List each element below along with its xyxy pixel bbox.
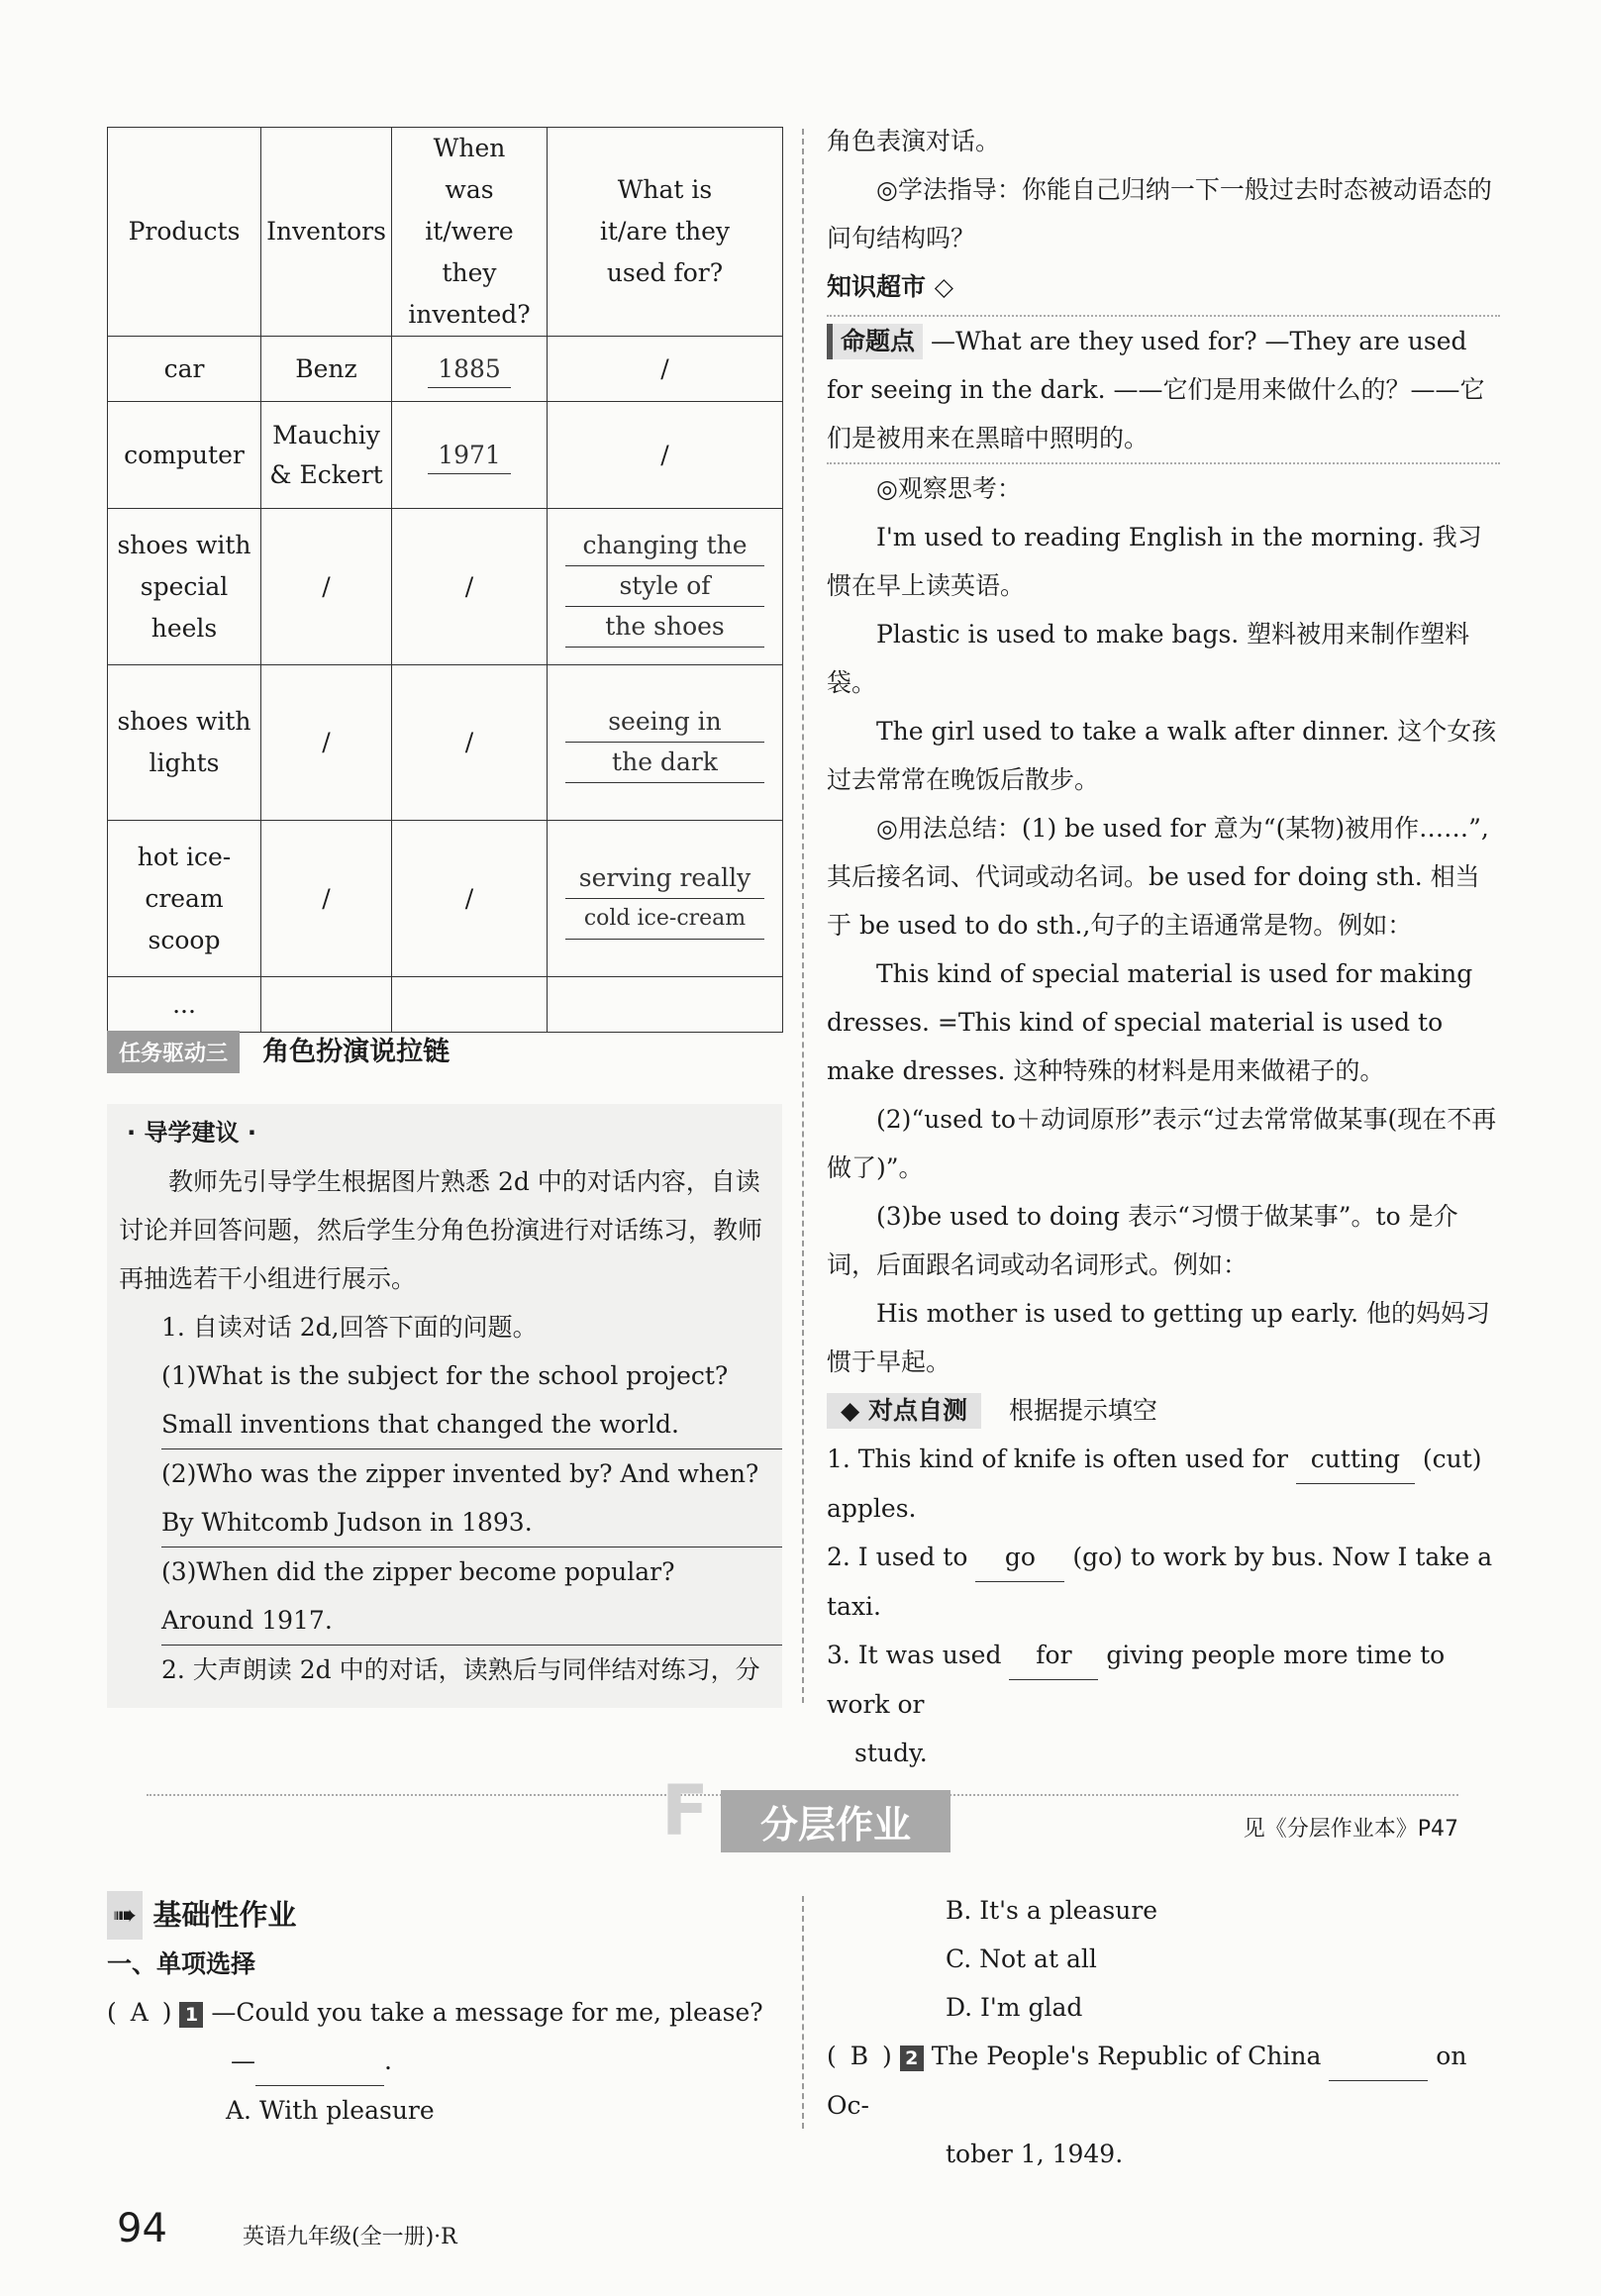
table-row bbox=[108, 402, 783, 509]
knowledge-title-text: 知识超市 bbox=[827, 272, 927, 301]
test-item-1 bbox=[827, 1435, 1500, 1533]
diamond-icon: ◆ bbox=[841, 1396, 868, 1425]
mcq-text: The People's Republic of China bbox=[931, 2042, 1322, 2070]
layered-title: 分层作业 bbox=[721, 1790, 951, 1852]
question-number: 2 bbox=[900, 2046, 924, 2071]
test-item-2 bbox=[827, 1533, 1500, 1631]
question-number: 1 bbox=[179, 2002, 203, 2028]
question-2: 2. 大声朗读 2d 中的对话，读熟后与同伴结对练习，分 bbox=[161, 1655, 760, 1684]
guide-content bbox=[107, 1109, 782, 1694]
example-3: The girl used to take a walk after dinner. 这个女孩过去常常在晚饭后散步。 bbox=[827, 717, 1497, 794]
usage-2: (2)“used to＋动词原形”表示“过去常常做某事(现在不再做了)”。 bbox=[827, 1105, 1497, 1182]
table-row bbox=[108, 977, 783, 1033]
test-answer: cutting bbox=[1296, 1435, 1415, 1484]
answer: Around 1917. bbox=[161, 1596, 782, 1646]
example-1: I'm used to reading English in the morning. 我习惯在早上读英语。 bbox=[827, 523, 1482, 600]
cell-when: / bbox=[392, 821, 548, 977]
basic-title bbox=[107, 1891, 800, 1940]
table-row bbox=[108, 821, 783, 977]
cell-when bbox=[392, 402, 548, 509]
question: (3)When did the zipper become popular? bbox=[161, 1557, 675, 1586]
mcq-text: —Could you take a message for me, please? bbox=[211, 1998, 763, 2027]
usage-1: ◎用法总结：(1) be used for 意为“(某物)被用作……”,其后接名词、代词或动名词。be used for doing sth. 相当于 be used to do sth.,句子的主语通常是物。例如： bbox=[827, 814, 1489, 940]
mcq-answer: B bbox=[850, 2042, 869, 2070]
guide-text: 教师先引导学生根据图片熟悉 2d 中的对话内容，自读讨论并回答问题，然后学生分角色扮演进行对话练习，教师再抽选若干小组进行展示。 bbox=[119, 1167, 763, 1293]
test-item-3-cont: study. bbox=[854, 1739, 928, 1767]
header-inventors: Inventors bbox=[261, 128, 392, 337]
cell-use bbox=[548, 821, 783, 977]
test-text: 2. I used to bbox=[827, 1543, 968, 1571]
mcq-option: B. It's a pleasure bbox=[946, 1896, 1158, 1925]
answer-line: the shoes bbox=[565, 607, 764, 648]
test-title: 根据提示填空 bbox=[1008, 1396, 1157, 1425]
qa-list bbox=[107, 1351, 782, 1646]
diamond-icon: ◇ bbox=[934, 272, 953, 301]
test-tag-text: 对点自测 bbox=[867, 1396, 967, 1425]
question: (2)Who was the zipper invented by? And when? bbox=[161, 1459, 759, 1488]
cell-when: / bbox=[392, 665, 548, 821]
inventions-table bbox=[107, 127, 783, 1033]
test-text: (cut) apples. bbox=[827, 1445, 1482, 1523]
cell-when bbox=[392, 977, 548, 1033]
cell-when: / bbox=[392, 509, 548, 665]
mcq-option: D. I'm glad bbox=[946, 1993, 1083, 2022]
mcq-option: C. Not at all bbox=[946, 1945, 1097, 1973]
usage-3: (3)be used to doing 表示“习惯于做某事”。to 是介词，后面跟名词或动名词形式。例如： bbox=[827, 1202, 1458, 1279]
method-guide: ◎学法指导：你能自己归纳一下一般过去时态被动语态的问句结构吗？ bbox=[827, 175, 1492, 252]
mcq-2 bbox=[827, 2032, 1500, 2130]
arrow-icon: ➠ bbox=[107, 1891, 143, 1940]
table-header-row bbox=[108, 128, 783, 337]
table-row bbox=[108, 665, 783, 821]
dash: — bbox=[231, 2046, 255, 2075]
answer-line: style of bbox=[565, 566, 764, 607]
answer-paren: ) bbox=[161, 1998, 172, 2027]
layered-ref: 见《分层作业本》P47 bbox=[1243, 1817, 1458, 1842]
point-tag: 命题点 bbox=[827, 324, 923, 359]
question: (1)What is the subject for the school project? bbox=[161, 1361, 729, 1390]
cell-use bbox=[548, 665, 783, 821]
cell-use bbox=[548, 509, 783, 665]
mcq-answer: A bbox=[130, 1998, 149, 2027]
cell-use: / bbox=[548, 402, 783, 509]
cell-inventor: / bbox=[261, 665, 392, 821]
book-title: 英语九年级(全一册)·R bbox=[243, 2225, 457, 2249]
cell-when bbox=[392, 337, 548, 402]
section-title: 一、单项选择 bbox=[107, 1949, 256, 1978]
cell-inventor bbox=[261, 977, 392, 1033]
table-row bbox=[108, 509, 783, 665]
test-tag bbox=[827, 1393, 981, 1429]
task3-banner bbox=[107, 1030, 450, 1073]
cell-product: shoes with special heels bbox=[108, 509, 261, 665]
question-1: 1. 自读对话 2d,回答下面的问题。 bbox=[161, 1313, 538, 1342]
basic-title-text: 基础性作业 bbox=[152, 1898, 297, 1932]
test-answer: go bbox=[975, 1533, 1064, 1582]
header-products: Products bbox=[108, 128, 261, 337]
column-divider bbox=[802, 1896, 804, 2129]
answer-line: the dark bbox=[565, 743, 764, 783]
answer-when: 1971 bbox=[428, 438, 511, 474]
example-2: Plastic is used to make bags. 塑料被用来制作塑料袋。 bbox=[827, 620, 1470, 697]
test-text: (go) to work by bus. Now I take a taxi. bbox=[827, 1543, 1493, 1621]
point-text: —What are they used for? —They are used for seeing in the dark. ——它们是用来做什么的？——它们是被用来在黑暗中照明的。 bbox=[827, 327, 1485, 452]
answer-line: changing the bbox=[565, 526, 764, 566]
task3-tag: 任务驱动三 bbox=[107, 1031, 240, 1073]
table-row bbox=[108, 337, 783, 402]
cell-product: shoes with lights bbox=[108, 665, 261, 821]
answer-paren: ( bbox=[107, 1998, 117, 2027]
test-item-3 bbox=[827, 1631, 1500, 1729]
cell-product: car bbox=[108, 337, 261, 402]
mcq-option: A. With pleasure bbox=[226, 2096, 435, 2125]
cell-inventor: Benz bbox=[261, 337, 392, 402]
mcq-right bbox=[827, 1886, 1500, 2178]
knowledge-title bbox=[827, 262, 1500, 311]
cell-use: / bbox=[548, 337, 783, 402]
header-when: When was it/were they invented? bbox=[392, 128, 548, 337]
cell-inventor: / bbox=[261, 821, 392, 977]
cell-product: computer bbox=[108, 402, 261, 509]
question-2-cont: 角色表演对话。 bbox=[827, 127, 1001, 155]
answer-when: 1885 bbox=[428, 351, 511, 388]
mcq-text: on Oc- bbox=[827, 2042, 1467, 2120]
cell-use bbox=[548, 977, 783, 1033]
self-test-header bbox=[827, 1386, 1500, 1435]
mcq-1-blank: — . bbox=[107, 2037, 800, 2086]
guide-title: · 导学建议 · bbox=[127, 1119, 256, 1147]
answer-line: cold ice-cream bbox=[565, 899, 764, 940]
test-answer: for bbox=[1009, 1631, 1098, 1680]
answer: Small inventions that changed the world. bbox=[161, 1400, 782, 1449]
mcq-2-cont: tober 1, 1949. bbox=[946, 2140, 1124, 2168]
test-text: 1. This kind of knife is often used for bbox=[827, 1445, 1288, 1473]
header-use: What is it/are they used for? bbox=[548, 128, 783, 337]
column-divider bbox=[802, 129, 804, 1703]
answer-line: seeing in bbox=[565, 702, 764, 743]
test-text: 3. It was used bbox=[827, 1641, 1002, 1669]
answer: By Whitcomb Judson in 1893. bbox=[161, 1498, 782, 1547]
observe-label: ◎观察思考： bbox=[876, 474, 1022, 503]
test-text: giving people more time to work or bbox=[827, 1641, 1446, 1719]
mcq-1 bbox=[107, 1988, 800, 2037]
cell-inventor: Mauchiy & Eckert bbox=[261, 402, 392, 509]
usage-3-example: His mother is used to getting up early. 他的妈妈习惯于早起。 bbox=[827, 1299, 1490, 1376]
usage-example: This kind of special material is used for making dresses. =This kind of special material is used to make dresses. 这种特殊的材料是用来做裙子的。 bbox=[827, 959, 1473, 1085]
answer-paren: ) bbox=[882, 2042, 892, 2070]
section-letter: F bbox=[661, 1770, 709, 1851]
answer-line: serving really bbox=[565, 858, 764, 899]
task3-title: 角色扮演说拉链 bbox=[262, 1037, 450, 1067]
basic-homework bbox=[107, 1891, 800, 2135]
cell-product: ... bbox=[108, 977, 261, 1033]
point-block bbox=[827, 317, 1500, 462]
cell-inventor: / bbox=[261, 509, 392, 665]
answer-paren: ( bbox=[827, 2042, 837, 2070]
cell-product: hot ice-cream scoop bbox=[108, 821, 261, 977]
right-column bbox=[827, 117, 1500, 1777]
page-number: 94 bbox=[117, 2206, 167, 2251]
